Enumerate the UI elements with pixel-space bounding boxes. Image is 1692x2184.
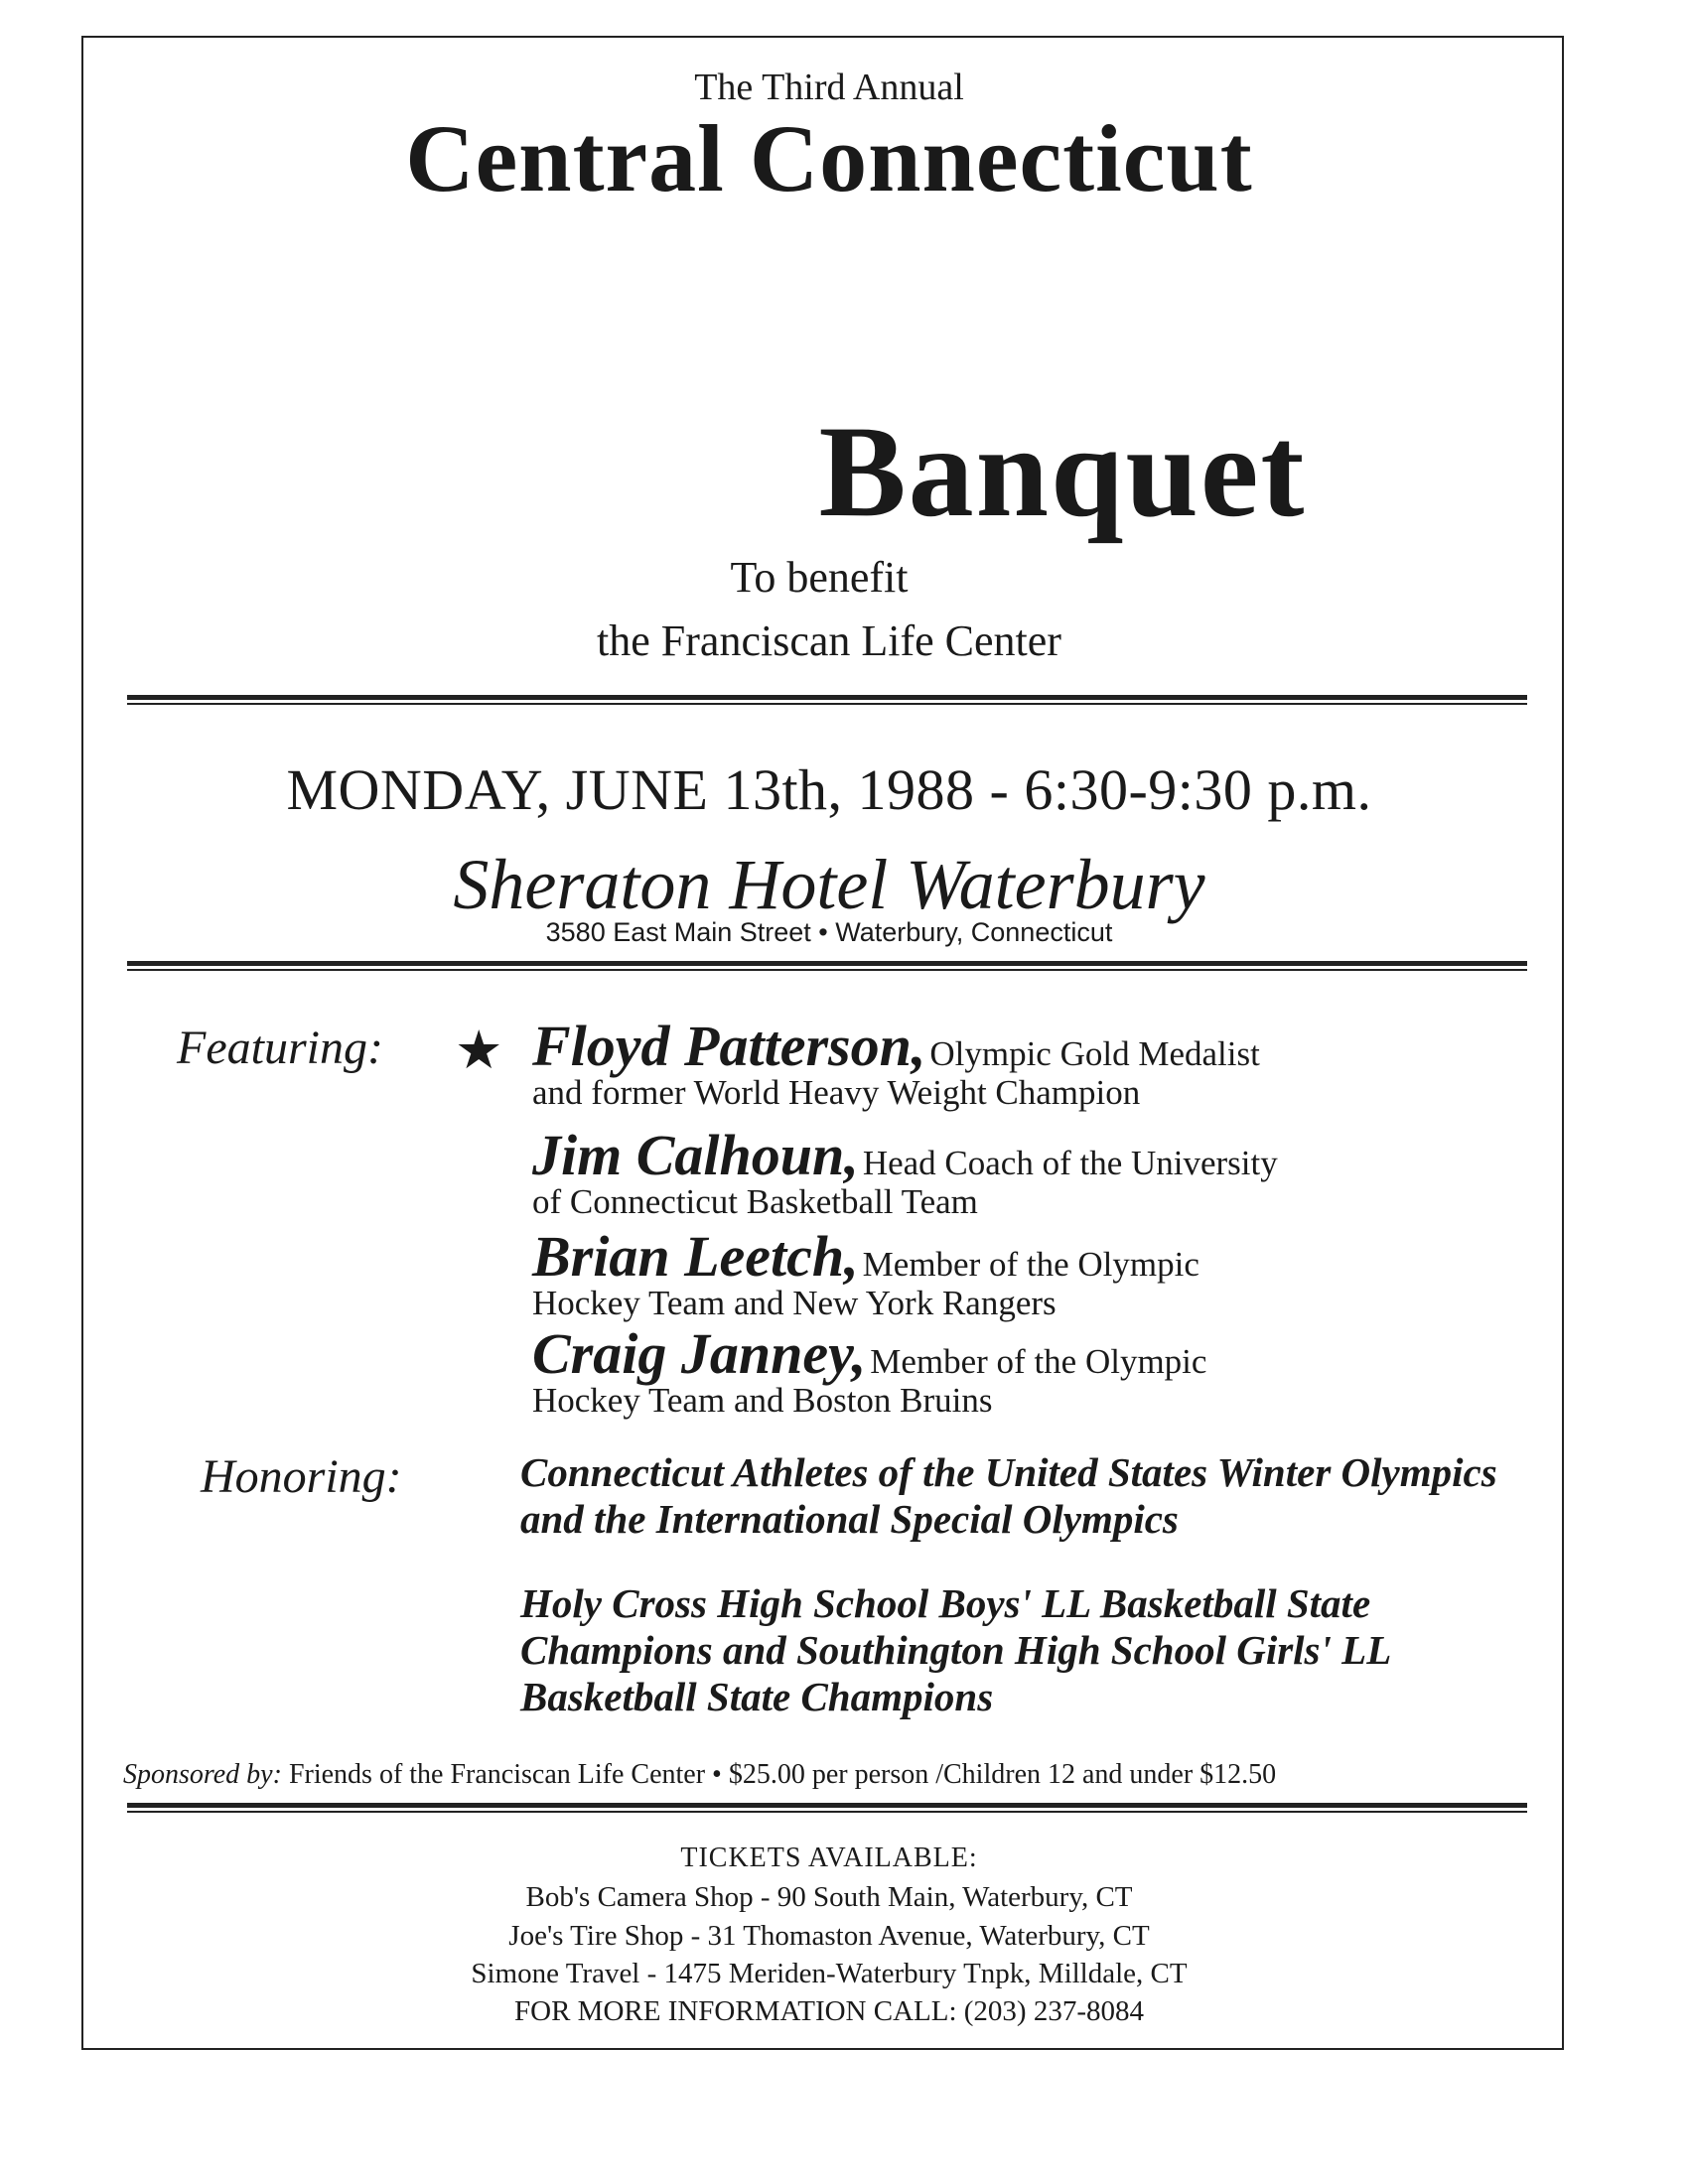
featured-person bbox=[532, 1223, 1199, 1323]
featured-person bbox=[532, 1013, 1260, 1113]
person-role-continued: of Connecticut Basketball Team bbox=[532, 1182, 978, 1221]
sponsor-text: Friends of the Franciscan Life Center • $25.00 per person /Children 12 and under $12.50 bbox=[288, 1759, 1277, 1790]
ticket-location: Bob's Camera Shop - 90 South Main, Waterbury, CT bbox=[525, 1881, 1133, 1913]
person-name: Brian Leetch, bbox=[532, 1224, 859, 1289]
event-address: 3580 East Main Street • Waterbury, Connecticut bbox=[545, 917, 1113, 947]
person-role: Member of the Olympic bbox=[862, 1245, 1199, 1284]
honoree-item: Connecticut Athletes of the United States Winter Olympics and the International Special Olympics bbox=[520, 1449, 1497, 1542]
ticket-location: Simone Travel - 1475 Meriden-Waterbury Tnpk, Milldale, CT bbox=[471, 1958, 1188, 1989]
honoree-item: Holy Cross High School Boys' LL Basketball State Champions and Southington High School Girls' LL Basketball State Champions bbox=[520, 1580, 1390, 1719]
person-name: Floyd Patterson, bbox=[532, 1014, 926, 1078]
subtitle: The Third Annual bbox=[694, 67, 964, 108]
sponsor-line bbox=[123, 1759, 1276, 1791]
featured-person bbox=[532, 1320, 1206, 1421]
person-role-continued: and former World Heavy Weight Champion bbox=[532, 1073, 1141, 1112]
ticket-location: Joe's Tire Shop - 31 Thomaston Avenue, Waterbury, CT bbox=[508, 1920, 1150, 1952]
benefit-line-1-text: To benefit bbox=[730, 553, 909, 602]
tickets-heading: TICKETS AVAILABLE: bbox=[680, 1843, 978, 1873]
person-role-continued: Hockey Team and Boston Bruins bbox=[532, 1381, 993, 1420]
page-title: Central Connecticut bbox=[405, 105, 1253, 211]
divider-rule-middle bbox=[127, 961, 1527, 971]
event-date-time: MONDAY, JUNE 13th, 1988 - 6:30-9:30 p.m. bbox=[286, 757, 1372, 822]
title-banquet: Banquet bbox=[818, 398, 1307, 544]
person-role: Head Coach of the University bbox=[862, 1144, 1278, 1182]
event-venue: Sheraton Hotel Waterbury bbox=[453, 845, 1205, 924]
person-name: Jim Calhoun, bbox=[532, 1123, 859, 1187]
more-info-phone: FOR MORE INFORMATION CALL: (203) 237-8084 bbox=[514, 1995, 1144, 2027]
person-role-continued: Hockey Team and New York Rangers bbox=[532, 1284, 1057, 1322]
star-icon: ★ bbox=[455, 1021, 503, 1080]
featured-person bbox=[532, 1122, 1278, 1222]
sponsor-label: Sponsored by: bbox=[123, 1759, 282, 1790]
person-role: Member of the Olympic bbox=[870, 1342, 1207, 1381]
person-role: Olympic Gold Medalist bbox=[929, 1034, 1260, 1073]
benefit-line-2: the Franciscan Life Center bbox=[597, 616, 1061, 665]
divider-rule-top bbox=[127, 695, 1527, 705]
benefit-line-1 bbox=[0, 552, 1658, 603]
person-name: Craig Janney, bbox=[532, 1321, 867, 1386]
honoring-label: Honoring: bbox=[201, 1450, 402, 1503]
featuring-label: Featuring: bbox=[177, 1022, 383, 1074]
divider-rule-bottom bbox=[127, 1803, 1527, 1813]
